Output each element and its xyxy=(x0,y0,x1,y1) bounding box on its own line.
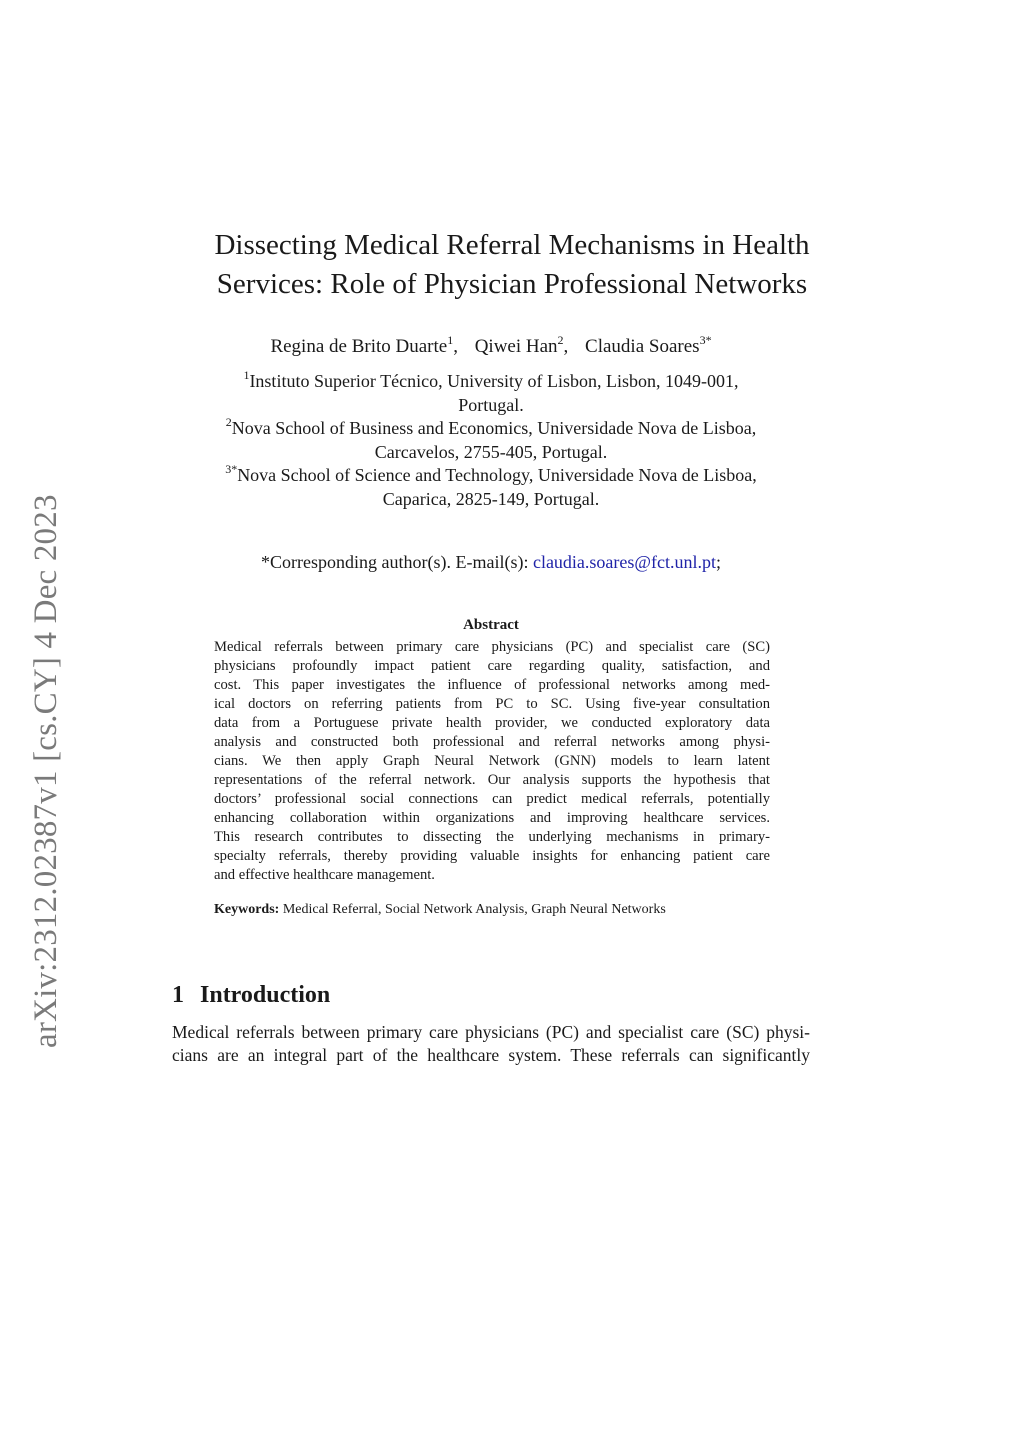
affiliation-list xyxy=(0,370,982,511)
author-affiliation-mark: 2 xyxy=(557,333,564,347)
corresponding-author xyxy=(0,550,982,574)
arxiv-identifier: arXiv:2312.02387v1 [cs.CY] 4 Dec 2023 xyxy=(28,494,64,1048)
affiliation-text: Instituto Superior Técnico, University of Lisbon, Lisbon, 1049-001, xyxy=(249,371,739,391)
keywords-label: Keywords: xyxy=(214,902,280,917)
affiliation-continuation: Carcavelos, 2755-405, Portugal. xyxy=(374,441,608,462)
abstract-line: and effective healthcare management. xyxy=(214,867,435,883)
abstract-line: data from a Portuguese private health provider, we conducted exploratory data xyxy=(214,715,770,731)
paper-title-line: Services: Role of Physician Professional Networks xyxy=(216,268,808,300)
affiliation-continuation: Portugal. xyxy=(458,394,524,415)
keywords xyxy=(214,900,814,920)
abstract-line: enhancing collaboration within organizations and improving healthcare services. xyxy=(214,810,770,826)
author-list xyxy=(0,334,982,360)
intro-paragraph xyxy=(172,1021,810,1067)
abstract-line: representations of the referral network. Our analysis supports the hypothesis that xyxy=(214,772,770,788)
affiliation xyxy=(0,370,982,394)
corresponding-suffix: ; xyxy=(715,552,721,572)
abstract-body xyxy=(214,638,770,885)
affiliation-mark: 2 xyxy=(225,415,232,429)
abstract-line: cians. We then apply Graph Neural Network (GNN) models to learn latent xyxy=(214,753,770,769)
section-title: Introduction xyxy=(200,982,331,1008)
abstract-line: ical doctors on referring patients from PC to SC. Using five-year consultation xyxy=(214,696,770,712)
keywords-text: Medical Referral, Social Network Analysis, Graph Neural Networks xyxy=(279,902,666,917)
author-separator: , xyxy=(563,336,569,357)
author-name: Qiwei Han xyxy=(474,336,558,357)
abstract-line: cost. This paper investigates the influence of professional networks among med- xyxy=(214,677,770,693)
affiliation-text: Nova School of Science and Technology, Universidade Nova de Lisboa, xyxy=(237,465,757,485)
paper-title-line: Dissecting Medical Referral Mechanisms in Health xyxy=(214,229,810,261)
corresponding-prefix: *Corresponding author(s). E-mail(s): xyxy=(261,552,533,572)
author-name: Claudia Soares xyxy=(585,336,700,357)
author-affiliation-mark: 3* xyxy=(699,333,712,347)
affiliation-mark: 1 xyxy=(243,368,250,382)
abstract-line: doctors’ professional social connections can predict medical referrals, potentially xyxy=(214,791,770,807)
author-name: Regina de Brito Duarte xyxy=(270,336,448,357)
abstract-line: physicians profoundly impact patient care regarding quality, satisfaction, and xyxy=(214,658,770,674)
abstract-line: specialty referrals, thereby providing valuable insights for enhancing patient care xyxy=(214,848,770,864)
affiliation xyxy=(0,464,982,488)
affiliation-continuation: Caparica, 2825-149, Portugal. xyxy=(382,488,600,509)
author-separator: , xyxy=(453,336,458,357)
section-heading xyxy=(172,980,330,1010)
body-line: Medical referrals between primary care physicians (PC) and specialist care (SC) physi- xyxy=(172,1022,810,1042)
affiliation-text: Nova School of Business and Economics, Universidade Nova de Lisboa, xyxy=(231,418,757,438)
abstract-line: Medical referrals between primary care physicians (PC) and specialist care (SC) xyxy=(214,639,770,655)
paper-title xyxy=(0,226,1024,304)
abstract-line: This research contributes to dissecting the underlying mechanisms in primary- xyxy=(214,829,770,845)
section-number: 1 xyxy=(172,982,184,1008)
abstract-heading: Abstract xyxy=(463,617,519,633)
abstract-line: analysis and constructed both professional and referral networks among physi- xyxy=(214,734,770,750)
body-line: cians are an integral part of the healthcare system. These referrals can significantly xyxy=(172,1045,810,1065)
email-link[interactable]: claudia.soares@fct.unl.pt xyxy=(532,552,716,572)
affiliation xyxy=(0,417,982,441)
affiliation-mark: 3* xyxy=(225,462,238,476)
author-affiliation-mark: 1 xyxy=(447,333,454,347)
